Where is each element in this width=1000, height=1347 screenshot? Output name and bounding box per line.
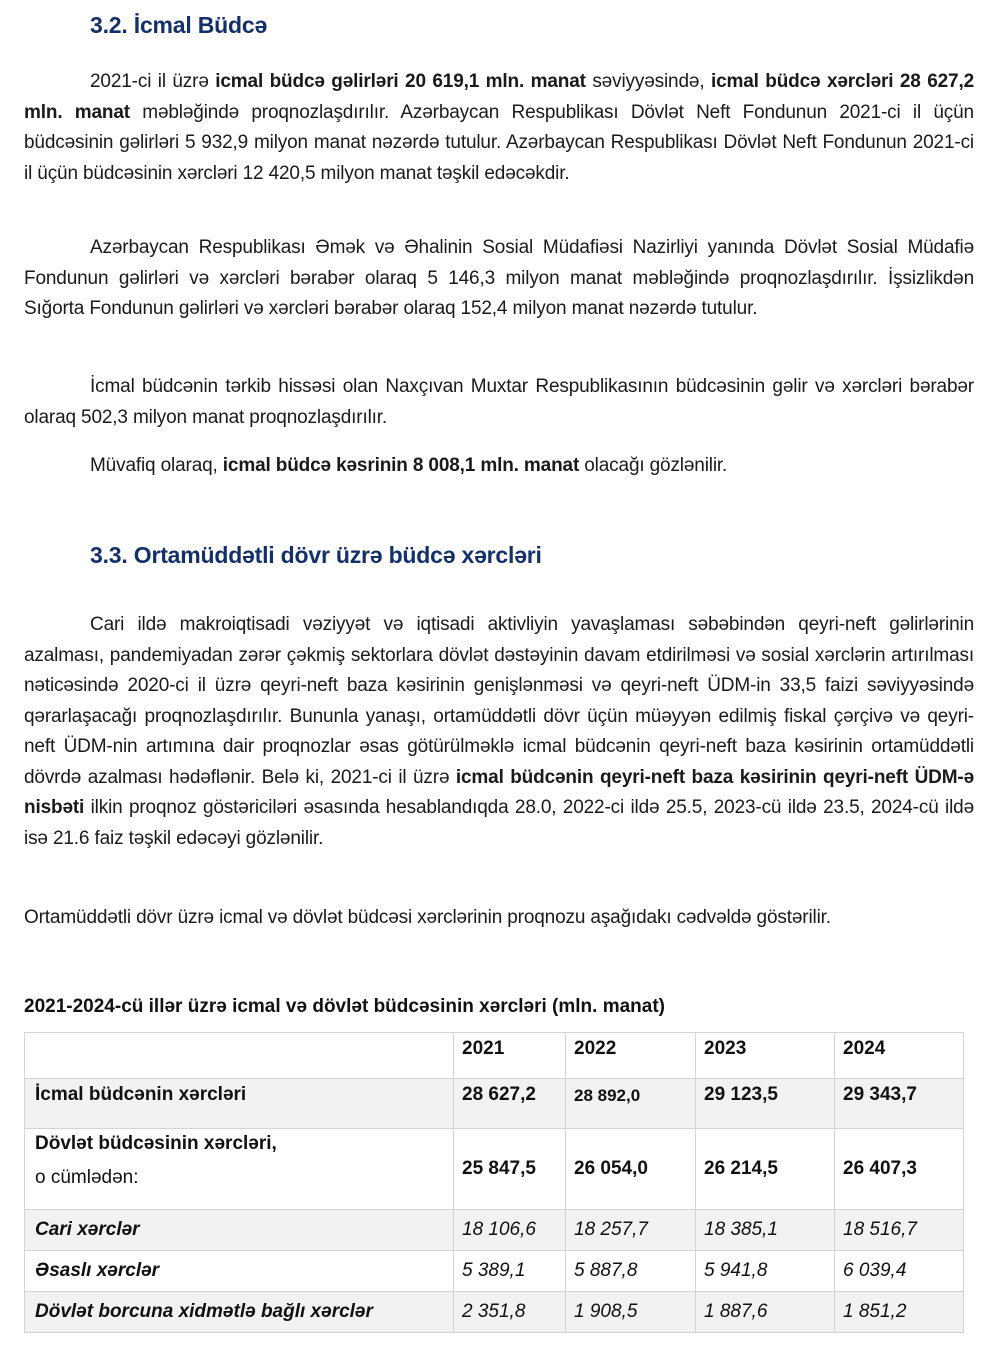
header-cell-2022: 2022 [566, 1033, 696, 1079]
text: səviyyəsində, [585, 71, 711, 92]
cell-value: 25 847,5 [454, 1129, 566, 1210]
paragraph-deficit [24, 451, 974, 482]
header-cell-2023: 2023 [696, 1033, 835, 1079]
text: olacağı gözlənilir. [579, 455, 728, 476]
text: məbləğində proqnozlaşdırılır. Azərbaycan Respublikası Dövlət Neft Fondunun 2021-ci il üçün büdcəsinin gəlirləri 5 932,9 milyon manat nəzərdə tutulur. Azərbaycan Respublikası Dövlət Neft Fondunun 2021-ci il üçün büdcəsinin xərcləri 12 420,5 milyon manat təşkil edəcəkdir. [24, 101, 974, 184]
header-cell-2021: 2021 [454, 1033, 566, 1079]
cell-value: 29 343,7 [835, 1079, 964, 1129]
bold-expenditure: icmal büdcə xərcləri 28 627,2 mln. manat [24, 71, 974, 123]
cell-value: 1 887,6 [696, 1292, 835, 1333]
expenditure-table [24, 1032, 964, 1333]
cell-value: 26 407,3 [835, 1129, 964, 1210]
text: 2021-ci il üzrə [90, 71, 216, 92]
table-row [25, 1210, 964, 1251]
cell-value: 18 106,6 [454, 1210, 566, 1251]
cell-value: 28 627,2 [454, 1079, 566, 1129]
row-label: İcmal büdcənin xərcləri [25, 1079, 454, 1129]
row-label: Əsaslı xərclər [25, 1251, 454, 1292]
paragraph-table-intro [24, 903, 974, 934]
bold-ratio: icmal büdcənin qeyri-neft baza kəsirinin qeyri-neft ÜDM-ə nisbəti [24, 766, 974, 818]
text: İcmal büdcənin tərkib hissəsi olan Naxçıvan Muxtar Respublikasının büdcəsinin gəlir və xərcləri bərabər olaraq 502,3 milyon manat proqnozlaşdırılır. [24, 376, 974, 428]
cell-value: 18 516,7 [835, 1210, 964, 1251]
cell-value: 5 941,8 [696, 1251, 835, 1292]
row-label: Cari xərclər [25, 1210, 454, 1251]
paragraph-nakhchivan-budget [24, 372, 974, 433]
section-heading-3-2: 3.2. İcmal Büdcə [90, 12, 268, 38]
text: Müvafiq olaraq, [90, 455, 223, 476]
table-row [25, 1079, 964, 1129]
table-row [25, 1251, 964, 1292]
cell-value: 18 385,1 [696, 1210, 835, 1251]
table-caption: 2021-2024-cü illər üzrə icmal və dövlət büdcəsinin xərcləri (mln. manat) [24, 996, 665, 1017]
cell-value: 18 257,7 [566, 1210, 696, 1251]
cell-value: 2 351,8 [454, 1292, 566, 1333]
bold-revenue: icmal büdcə gəlirləri 20 619,1 mln. manat [215, 71, 586, 92]
paragraph-consolidated-budget [24, 67, 974, 189]
cell-value: 1 851,2 [835, 1292, 964, 1333]
header-cell-empty [25, 1033, 454, 1079]
cell-value: 5 389,1 [454, 1251, 566, 1292]
paragraph-social-protection-fund [24, 233, 974, 325]
section-heading-3-3: 3.3. Ortamüddətli dövr üzrə büdcə xərcləri [90, 542, 542, 568]
row-label: Dövlət borcuna xidmətlə bağlı xərclər [25, 1292, 454, 1333]
cell-value: 1 908,5 [566, 1292, 696, 1333]
row-sublabel: o cümlədən: [35, 1167, 139, 1188]
row-label-cell [25, 1129, 454, 1210]
cell-value: 28 892,0 [566, 1079, 696, 1129]
cell-value: 6 039,4 [835, 1251, 964, 1292]
row-label: Dövlət büdcəsinin xərcləri, [35, 1133, 277, 1154]
cell-value: 5 887,8 [566, 1251, 696, 1292]
paragraph-medium-term [24, 610, 974, 854]
cell-value: 29 123,5 [696, 1079, 835, 1129]
table-header-row [25, 1033, 964, 1079]
header-cell-2024: 2024 [835, 1033, 964, 1079]
text: ilkin proqnoz göstəriciləri əsasında hesablandıqda 28.0, 2022-ci ildə 25.5, 2023-cü ildə 23.5, 2024-cü ildə isə 21.6 faiz təşkil edəcəyi gözlənilir. [24, 797, 974, 849]
table-row [25, 1129, 964, 1210]
text: Cari ildə makroiqtisadi vəziyyət və iqtisadi aktivliyin yavaşlaması səbəbindən qeyri-neft gəlirlərinin azalması, pandemiyadan zərər çəkmiş sektorlara dövlət dəstəyinin davam etdirilməsi və sosial xərclərin artırılması nəticəsində 2020-ci il üzrə qeyri-neft baza kəsirinin genişlənməsi və qeyri-neft ÜDM-in 33,5 faizi səviyyəsində qərarlaşacağı proqnozlaşdırılır. Bununla yanaşı, ortamüddətli dövr üçün müəyyən edilmiş fiskal çərçivə və qeyri-neft ÜDM-nin artımına dair proqnozlar əsas götürülməklə icmal büdcənin qeyri-neft baza kəsirinin ortamüddətli dövrdə azalması hədəflənir. Belə ki, 2021-ci il üzrə [24, 614, 974, 788]
cell-value: 26 214,5 [696, 1129, 835, 1210]
table-row [25, 1292, 964, 1333]
text: Ortamüddətli dövr üzrə icmal və dövlət büdcəsi xərclərinin proqnozu aşağıdakı cədvəldə göstərilir. [24, 907, 831, 928]
bold-deficit: icmal büdcə kəsrinin 8 008,1 mln. manat [222, 455, 580, 476]
cell-value: 26 054,0 [566, 1129, 696, 1210]
text: Azərbaycan Respublikası Əmək və Əhalinin Sosial Müdafiəsi Nazirliyi yanında Dövlət Sosial Müdafiə Fondunun gəlirləri və xərcləri bərabər olaraq 5 146,3 milyon manat məbləğində proqnozlaşdırılır. İşsizlikdən Sığorta Fondunun gəlirləri və xərcləri bərabər olaraq 152,4 milyon manat nəzərdə tutulur. [24, 237, 974, 319]
